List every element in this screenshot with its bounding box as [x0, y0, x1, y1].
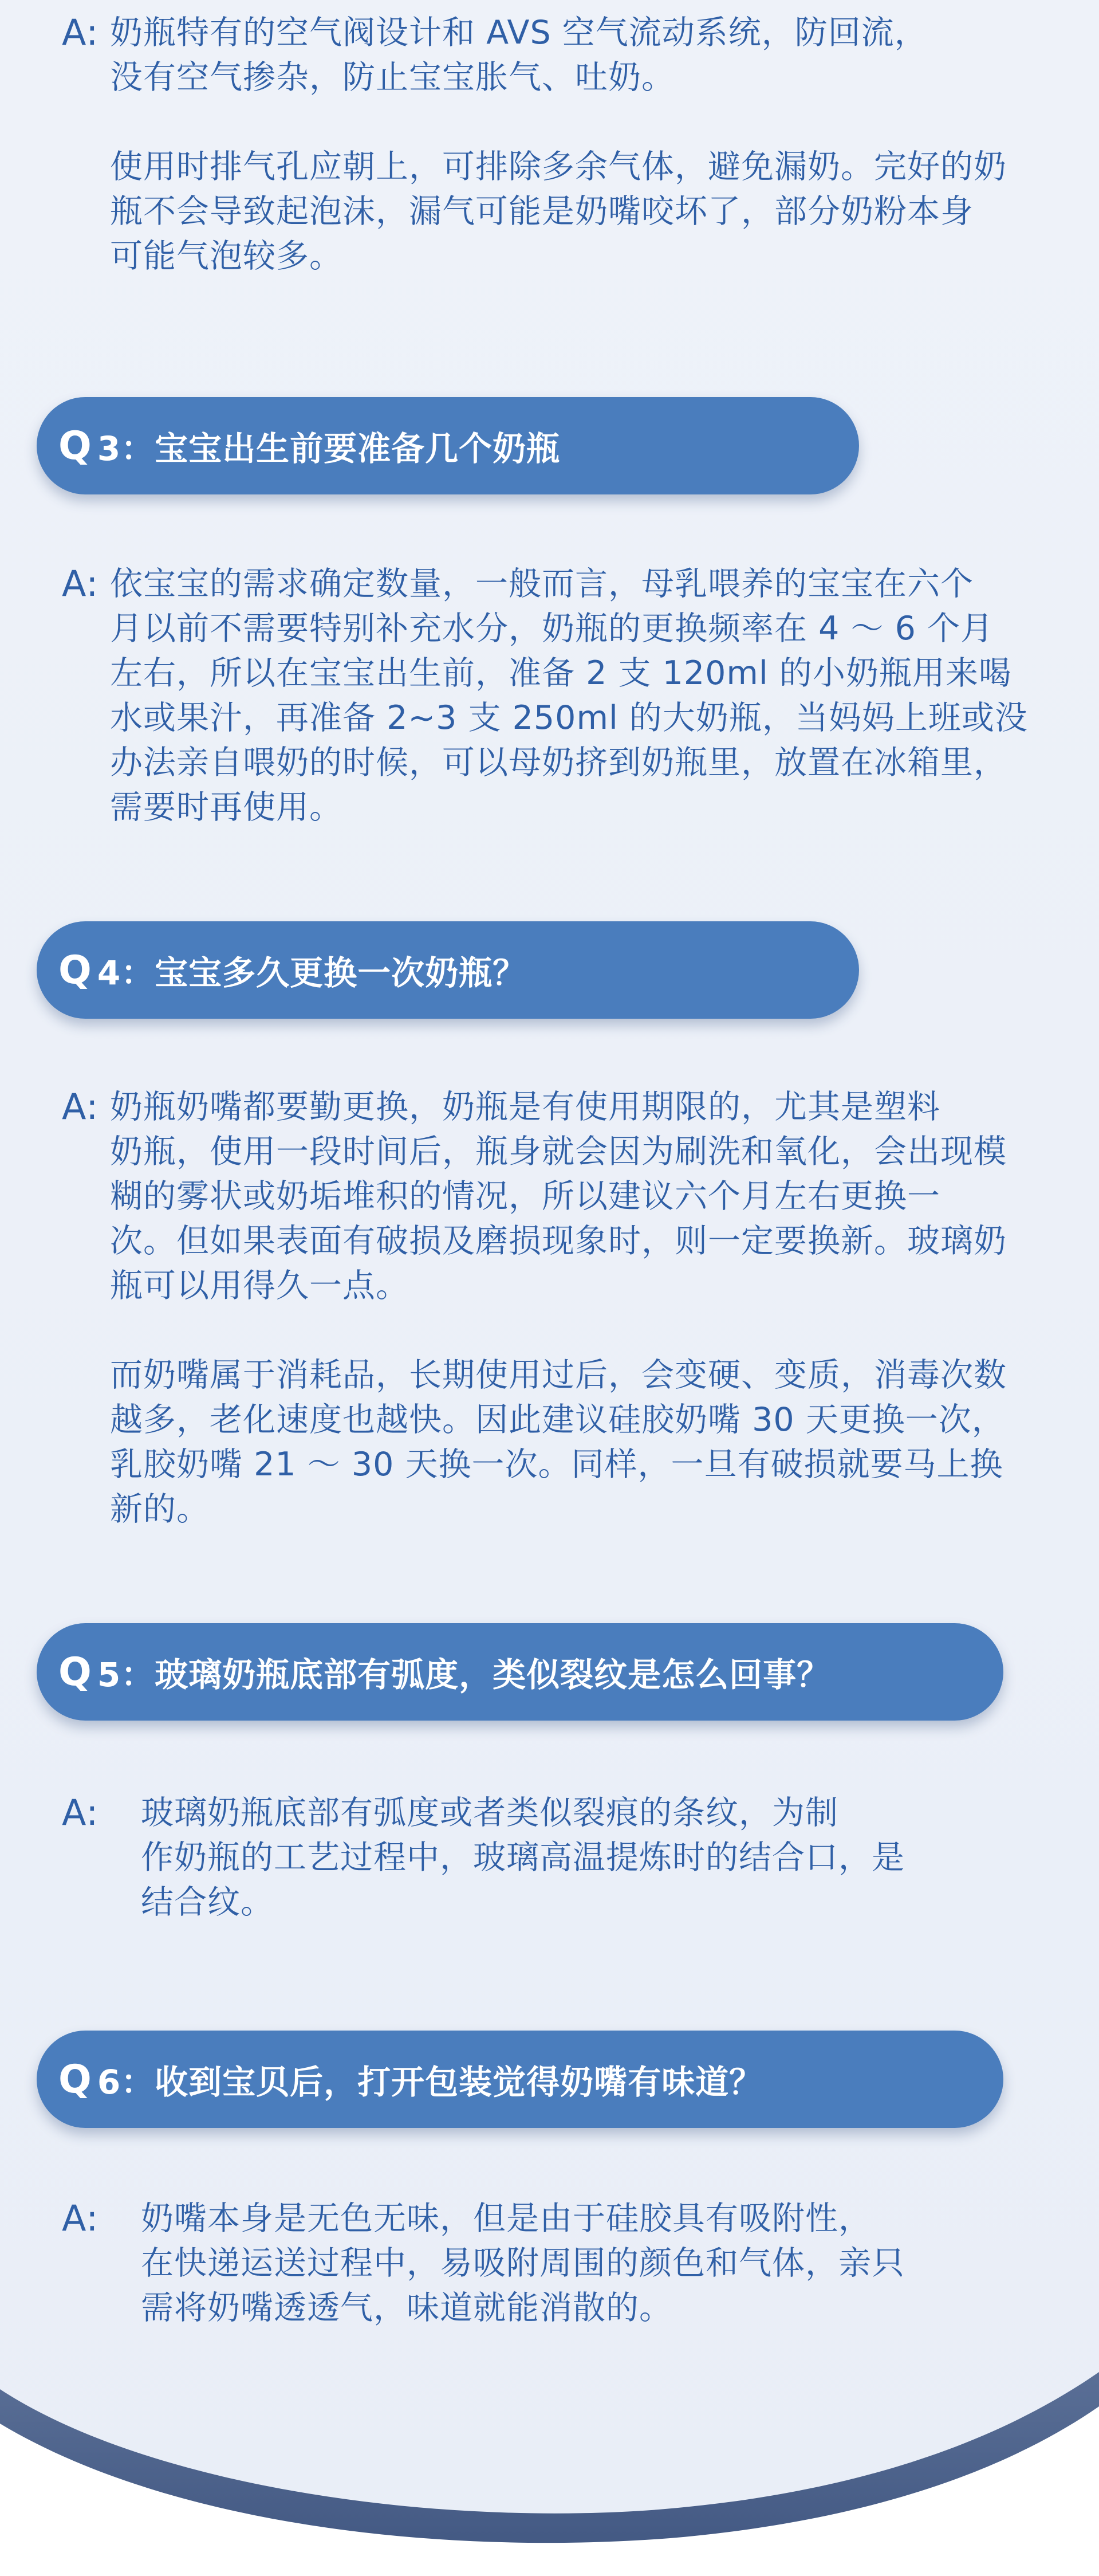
question-3-text: 3：宝宝出生前要准备几个奶瓶: [97, 429, 561, 468]
question-3-banner: [37, 397, 859, 494]
question-marker: Q: [58, 2056, 92, 2102]
question-4-banner: [37, 921, 859, 1019]
answer-3: [62, 561, 1070, 830]
question-marker: Q: [58, 423, 92, 469]
question-4-text: 4：宝宝多久更换一次奶瓶？: [97, 953, 527, 992]
question-6-banner: [37, 2031, 1003, 2128]
answer-3-paragraph-1: 依宝宝的需求确定数量，一般而言，母乳喂养的宝宝在六个 月以前不需要特别补充水分，奶瓶的更换频率在 4 ～ 6 个月 左右，所以在宝宝出生前，准备 2 支 120ml 的小奶瓶用来喝 水或果汁，再准备 2~3 支 250ml 的大奶瓶，当妈妈上班或没 办法亲自喂奶的时候，可以母奶挤到奶瓶里，放置在冰箱里， 需要时再使用。: [110, 565, 1028, 826]
answer-label: A:: [62, 563, 99, 604]
bottom-wave-decoration: [0, 2338, 1099, 2576]
answer-1-paragraph-2: 使用时排气孔应朝上，可排除多余气体，避免漏奶。完好的奶 瓶不会导致起泡沫，漏气可能是奶嘴咬坏了，部分奶粉本身 可能气泡较多。: [110, 148, 1007, 275]
question-marker: Q: [58, 1649, 92, 1695]
answer-5-paragraph-1: 玻璃奶瓶底部有弧度或者类似裂痕的条纹，为制 作奶瓶的工艺过程中，玻璃高温提炼时的结合口，是 结合纹。: [141, 1794, 905, 1921]
answer-label: A:: [62, 2197, 99, 2239]
answer-4: [62, 1085, 1070, 1532]
answer-1-paragraph-1: 奶瓶特有的空气阀设计和 AVS 空气流动系统，防回流， 没有空气掺杂，防止宝宝胀气、吐奶。: [110, 14, 928, 96]
question-marker: Q: [58, 947, 92, 993]
answer-1: [62, 10, 1070, 278]
answer-4-paragraph-2: 而奶嘴属于消耗品，长期使用过后，会变硬、变质，消毒次数 越多，老化速度也越快。因此建议硅胶奶嘴 30 天更换一次， 乳胶奶嘴 21 ～ 30 天换一次。同样，一旦有破损就要马上换 新的。: [110, 1356, 1007, 1528]
answer-5: [62, 1790, 1070, 1925]
answer-label: A:: [62, 11, 99, 53]
answer-4-paragraph-1: 奶瓶奶嘴都要勤更换，奶瓶是有使用期限的，尤其是塑料 奶瓶，使用一段时间后，瓶身就会因为刷洗和氧化，会出现模 糊的雾状或奶垢堆积的情况，所以建议六个月左右更换一 次。但如果表面有破损及磨损现象时，则一定要换新。玻璃奶 瓶可以用得久一点。: [110, 1088, 1007, 1305]
question-5-banner: [37, 1623, 1003, 1721]
answer-label: A:: [62, 1086, 99, 1128]
answer-6-paragraph-1: 奶嘴本身是无色无味，但是由于硅胶具有吸附性， 在快递运送过程中，易吸附周围的颜色和气体，亲只 需将奶嘴透透气，味道就能消散的。: [141, 2200, 905, 2327]
answer-6: [62, 2196, 1070, 2330]
question-6-text: 6：收到宝贝后，打开包装觉得奶嘴有味道？: [97, 2063, 763, 2102]
answer-label: A:: [62, 1792, 99, 1833]
question-5-text: 5：玻璃奶瓶底部有弧度，类似裂纹是怎么回事？: [97, 1655, 831, 1694]
